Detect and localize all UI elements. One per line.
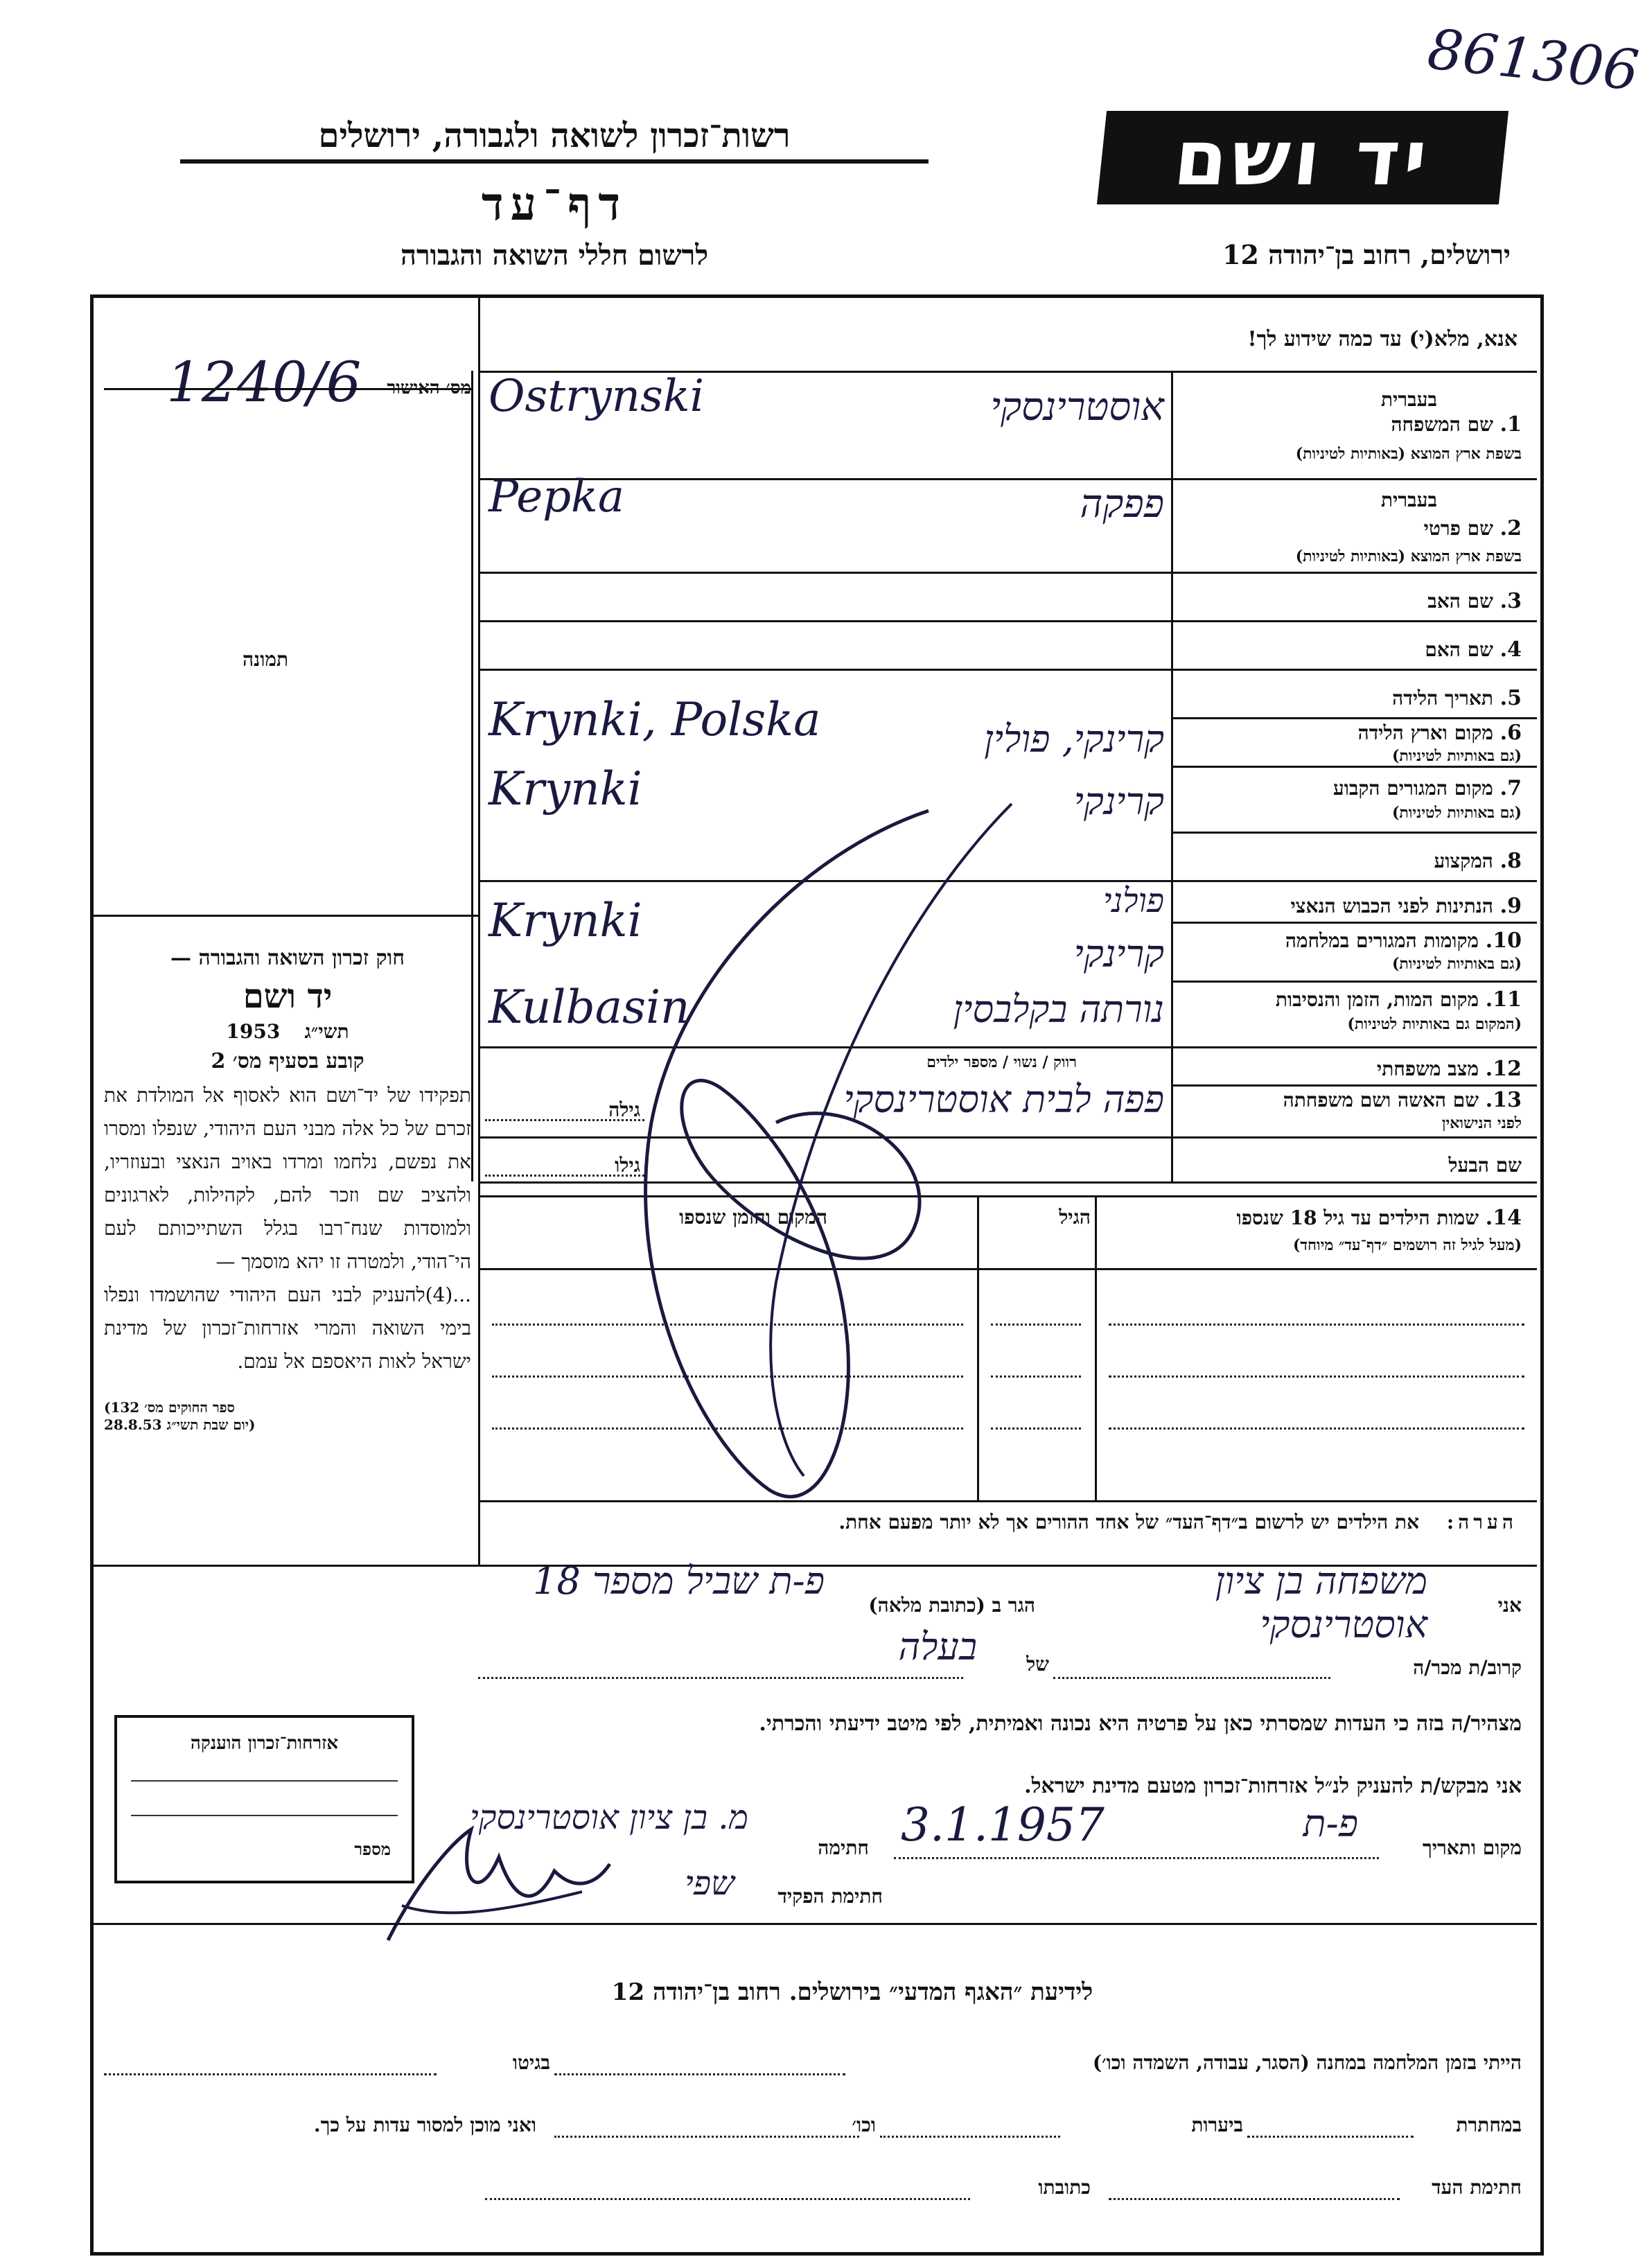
law-title: חוק זכרון השואה והגבורה — [170,946,405,970]
field-10-label: 10. מקומות המגורים במלחמה [1285,929,1522,953]
husband-name-label: שם הבעל [1448,1154,1522,1177]
stamp-number-label: מספר [354,1839,391,1859]
wartime-residence-latin: Krynki [489,894,642,947]
form-subtitle: לרשום חללי השואה והגבורה [400,239,709,272]
family-name-hebrew: אוסטרינסקי [990,385,1164,430]
field-3-label: 3. שם האב [1427,589,1522,613]
field-13-label: 13. שם האשה ושם משפחתה [1283,1088,1522,1112]
signature-label: חתימה [818,1836,869,1859]
law-year: 1953 [226,1020,281,1043]
spouse-age-label: גילה [608,1098,640,1121]
law-clause: קובע בסעיף מס׳ 2 [211,1049,364,1073]
address: ירושלים, רחוב בן־יהודה 12 [1222,239,1511,270]
field-2-hebrew-tag: בעברית [1380,489,1437,511]
children-label: 14. שמות הילדים עד גיל 18 שנספו [1236,1206,1522,1230]
declarant-label: אני [1497,1594,1522,1617]
of-label: של [1026,1653,1049,1676]
field-1-hebrew-tag: בעברית [1380,388,1437,411]
law-ref-1: (ספר החוקים מס׳ 132 [104,1399,235,1416]
footer-forest-label: ביערות [1191,2113,1243,2136]
children-sub: (מעל לגיל זה רושמים ״דף־עד״ מיוחד) [1292,1236,1522,1254]
declarant-value: משפחה בן ציון אוסטרינסקי [1215,1559,1427,1646]
footer-witness-address-label: כתובתו [1038,2176,1091,2199]
place-date-label: מקום ותאריך [1422,1836,1522,1859]
law-body: תפקידו של יד־ושם הוא לאסוף אל המולדת את זכרם של כל אלה מבני העם היהודי, שנפלו ומסרו את נפשם, נלחמו ומרדו באויב הנאצי ובעוזריו, ולהציב שם וזכר להם, לקהילות, לארגונים ולמוסדות שנח־רבו בגלל השתייכותם לעם הי־הודי, ולמטרה זו יהא מוסמך — [104,1084,471,1273]
address-label: הגר ב (כתובת מלאה) [868,1594,1035,1617]
residence-hebrew: קרינקי [1073,780,1164,823]
field-6-sub: (גם באותיות לטיניות) [1391,747,1522,765]
residence-latin: Krynki [489,762,642,816]
intro-text: אנא, מלא(י) עד כמה שידוע לך! [1247,327,1518,351]
official-signature-label: חתימת הפקיד [777,1885,883,1908]
address-value: פ-ת שביל מספר 18 [533,1559,825,1603]
official-signature-value: שפי [685,1864,734,1903]
death-place-hebrew: נורתה בקלבסין [953,987,1164,1031]
field-4-label: 4. שם האם [1425,638,1522,662]
request-text: אני מבקש/ת להעניק לנ״ל אזרחות־זכרון מטעם מדינת ישראל. [1024,1774,1522,1798]
logo-text: יד ושם [1170,113,1436,202]
field-8-label: 8. המקצוע [1434,849,1522,873]
form-title: דף־עד [481,177,628,231]
photo-label: תמונה [243,648,289,671]
children-age-col: הגיל [1059,1206,1091,1229]
field-1-label: 1. שם המשפחה [1391,412,1522,437]
footer-underground-label: במחתרת [1456,2113,1522,2136]
law-ref-2: יום שבת תשי״ג 28.8.53) [104,1416,256,1433]
law-body-2: ...(4)להעניק לבני העם היהודי שהושמדו ונפלו בימי השואה והמרי אזרחות־זכרון של מדינת ישראל לאות היאספם אל עמם. [104,1283,471,1373]
field-2-label: 2. שם פרטי [1423,516,1522,540]
stamp-title: אזרחות־זכרון הוענקה [190,1733,339,1754]
field-7-label: 7. מקום המגורים הקבוע [1332,776,1522,800]
field-11-label: 11. מקום המות, הזמן והנסיבות [1275,987,1522,1012]
field-6-label: 6. מקום וארץ הלידה [1357,721,1522,745]
field-10-sub: (גם באותיות לטיניות) [1391,955,1522,973]
authority-name: רשות־זכרון לשואה ולגבורה, ירושלים [180,116,929,164]
field-13-sub: לפני הנישואין [1441,1114,1522,1132]
place-value: פ-ת [1303,1802,1358,1845]
citizenship-value: פולני [1102,881,1164,920]
husband-age-label: גילו [615,1154,640,1177]
first-name-hebrew: פפקה [1080,482,1164,527]
field-1-sub: בשפת ארץ המוצא (באותיות לטיניות) [1295,445,1522,463]
footer-etc-label: וכו׳ [852,2113,876,2136]
note-label: הערה: [1446,1511,1518,1533]
field-12-label: 12. מצב משפחתי [1376,1057,1522,1081]
yad-vashem-logo [1097,111,1508,204]
field-2-sub: בשפת ארץ המוצא (באותיות לטיניות) [1295,547,1522,565]
family-name-latin: Ostrynski [489,371,705,422]
field-5-label: 5. תאריך הלידה [1392,686,1522,710]
law-name: יד ושם [243,977,333,1016]
birthplace-hebrew: קרינקי, פולין [984,717,1164,761]
law-section [104,946,471,1434]
archive-number: 861306 [1424,17,1642,103]
birthplace-latin: Krynki, Polska [489,693,821,746]
footer-ghetto-label: בגיטו [512,2051,550,2074]
approval-value: 1240/6 [166,350,362,414]
signature-value: מ. בן ציון אוסטרינסקי [470,1798,748,1837]
relation-value: בעלה [898,1625,977,1669]
signature-scribble [374,1802,624,1968]
citizenship-stamp-box [114,1715,414,1883]
footer-camp-label: הייתי בזמן המלחמה במחנה (הסגר, עבודה, השמדה וכו׳) [1092,2051,1522,2074]
approval-label: מס׳ האישור [387,378,471,398]
field-9-label: 9. הנתינות לפני הכבוש הנאצי [1290,894,1522,918]
spouse-name-value: פפה לבית אוסטרינסקי [843,1078,1164,1121]
date-value: 3.1.1957 [901,1798,1105,1852]
death-place-latin: Kulbasin [489,981,690,1034]
marital-options: רווק / נשוי / מספר ילדים [926,1053,1077,1071]
note-text: את הילדים יש לרשום ב״דף־העד״ של אחד ההורים אך לא יותר מפעם אחת. [838,1511,1420,1533]
relation-label: קרוב/ת מכר/ה [1413,1656,1522,1679]
field-7-sub: (גם באותיות לטיניות) [1391,804,1522,822]
children-place-col: המקום והזמן שנספו [679,1206,827,1229]
law-year-heb: תשי״ג [304,1020,349,1043]
footer-title: לידיעת ״האגף המדעי״ בירושלים. רחוב בן־יהודה 12 [611,1978,1093,2006]
field-11-sub: (המקום גם באותיות לטיניות) [1347,1015,1522,1033]
wartime-residence-hebrew: קרינקי [1073,932,1164,976]
first-name-latin: Pepka [489,471,624,522]
footer-witness-signature-label: חתימת העד [1432,2176,1522,2199]
diagonal-scribble [596,797,1081,1524]
footer-willing-label: ואני מוכן למסור עדות על כך. [313,2113,536,2136]
statement-text: מצהיר/ה בזה כי העדות שמסרתי כאן על פרטיה היא נכונה ואמיתית, לפי מיטב ידיעתי והכרתי. [759,1712,1522,1736]
